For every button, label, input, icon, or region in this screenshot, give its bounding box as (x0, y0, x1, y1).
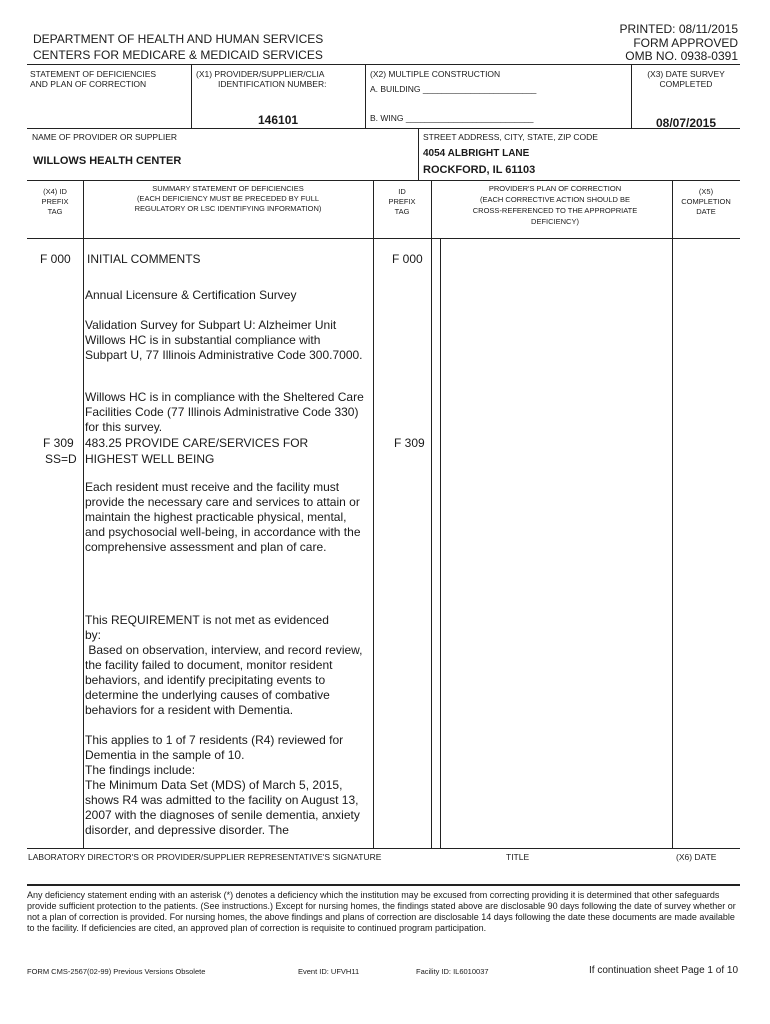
x1-label: IDENTIFICATION NUMBER: (218, 79, 327, 89)
plan-header: PROVIDER'S PLAN OF CORRECTION (488, 184, 622, 193)
column-rule (373, 180, 374, 848)
divider (27, 64, 740, 65)
tag-f000-title: INITIAL COMMENTS (87, 252, 201, 266)
column-rule (83, 180, 84, 848)
sheltered-care-paragraph: Willows HC is in compliance with the Sheltered Care Facilities Code (77 Illinois Administrative Code 330) for this survey. (85, 390, 364, 434)
applies-paragraph: This applies to 1 of 7 residents (R4) reviewed for Dementia in the sample of 10. (85, 733, 344, 762)
building-label: A. BUILDING ________________________ (370, 84, 537, 94)
provider-name-label: NAME OF PROVIDER OR SUPPLIER (32, 132, 177, 142)
x5-header: (X5) (698, 187, 714, 196)
x1-label: (X1) PROVIDER/SUPPLIER/CLIA (196, 69, 325, 79)
wing-label: B. WING ___________________________ (370, 113, 534, 123)
divider (27, 884, 740, 886)
agency-subname: CENTERS FOR MEDICARE & MEDICAID SERVICES (33, 48, 323, 62)
column-rule (672, 180, 673, 848)
plan-tag-f000: F 000 (392, 252, 423, 266)
x4-header: TAG (47, 207, 63, 216)
divider (27, 180, 740, 181)
city-state-zip: ROCKFORD, IL 61103 (423, 164, 536, 176)
street-address: 4054 ALBRIGHT LANE (423, 148, 530, 159)
divider (27, 238, 740, 239)
validation-paragraph: Validation Survey for Subpart U: Alzheimer Unit Willows HC is in substantial compliance with Subpart U, 77 Illinois Administrative Code 300.7000. (85, 318, 363, 362)
survey-date: 08/07/2015 (655, 116, 717, 130)
summary-header: REGULATORY OR LSC IDENTIFYING INFORMATION) (134, 204, 322, 213)
x5-header: COMPLETION (681, 197, 731, 206)
statement-label: AND PLAN OF CORRECTION (30, 79, 147, 89)
column-rule (431, 180, 432, 848)
plan-header: DEFICIENCY) (531, 217, 579, 226)
statement-label: STATEMENT OF DEFICIENCIES (30, 69, 157, 79)
survey-type: Annual Licensure & Certification Survey (85, 288, 297, 302)
divider (418, 128, 419, 180)
divider (191, 64, 192, 128)
divider (27, 128, 740, 129)
plan-header: (EACH CORRECTIVE ACTION SHOULD BE (479, 195, 631, 204)
x2-label: (X2) MULTIPLE CONSTRUCTION (370, 69, 501, 79)
form-id: FORM CMS-2567(02-99) Previous Versions Obsolete (27, 967, 206, 976)
omb-number: OMB NO. 0938-0391 (625, 49, 738, 63)
id-prefix-header: TAG (394, 207, 410, 216)
provider-name: WILLOWS HEALTH CENTER (33, 155, 182, 167)
plan-tag-f309: F 309 (394, 436, 425, 450)
form-approved: FORM APPROVED (633, 36, 738, 50)
tag-f000: F 000 (40, 252, 71, 266)
requirement-line: by: (85, 628, 102, 642)
tag-f309: F 309 (43, 436, 74, 450)
address-label: STREET ADDRESS, CITY, STATE, ZIP CODE (423, 132, 598, 142)
summary-header: SUMMARY STATEMENT OF DEFICIENCIES (152, 184, 304, 193)
x5-header: DATE (696, 207, 716, 216)
findings-paragraph: Based on observation, interview, and record review, the facility failed to document, monitor resident behaviors, and identify precipitating events to determine the underlying causes of combative behaviors for a resident with Dementia. (85, 643, 366, 717)
plan-header: CROSS-REFERENCED TO THE APPROPRIATE (472, 206, 638, 215)
id-prefix-header: PREFIX (388, 197, 416, 206)
requirement-line: This REQUIREMENT is not met as evidenced (85, 613, 329, 627)
signature-label: LABORATORY DIRECTOR'S OR PROVIDER/SUPPLIER REPRESENTATIVE'S SIGNATURE (28, 852, 382, 862)
findings-label: The findings include: (85, 763, 196, 777)
id-prefix-header: ID (398, 187, 406, 196)
x3-label: (X3) DATE SURVEY (647, 69, 725, 79)
tag-f309-title: HIGHEST WELL BEING (85, 452, 215, 466)
printed-date: PRINTED: 08/11/2015 (619, 22, 738, 36)
x4-header: (X4) ID (43, 187, 67, 196)
divider (27, 848, 740, 849)
scope-severity: SS=D (45, 452, 77, 466)
regulation-paragraph: Each resident must receive and the facility must provide the necessary care and services to attain or maintain the highest practicable physical, mental, and psychosocial well-being, in accordance with the comprehensive assessment and plan of care. (85, 480, 361, 554)
summary-header: (EACH DEFICIENCY MUST BE PRECEDED BY FULL (136, 194, 320, 203)
x3-label: COMPLETED (659, 79, 713, 89)
agency-name: DEPARTMENT OF HEALTH AND HUMAN SERVICES (33, 32, 324, 46)
disclaimer: Any deficiency statement ending with an asterisk (*) denotes a deficiency which the institution may be excused from correcting providing it is determined that other safeguards provide sufficient protection to the patients. (See instructions.) Except for nursing homes, the findings stated above are disclosable 90 days following the date of survey whether or not a plan of correction is provided. For nursing homes, the above findings and plans of correction are disclosable 14 days following the date these documents are made available to the facility. If deficiencies are cited, an approved plan of correction is requisite to continued program participation. (27, 890, 736, 933)
title-label: TITLE (506, 852, 530, 862)
mds-paragraph: The Minimum Data Set (MDS) of March 5, 2015, shows R4 was admitted to the facility on August 13, 2007 with the diagnoses of senile dementia, anxiety disorder, and depressive disorder. The (85, 778, 360, 837)
page-number: If continuation sheet Page 1 of 10 (589, 965, 738, 976)
divider (365, 64, 366, 128)
column-rule (440, 238, 441, 848)
facility-id: Facility ID: IL6010037 (416, 967, 489, 976)
date-label: (X6) DATE (676, 852, 717, 862)
tag-f309-title: 483.25 PROVIDE CARE/SERVICES FOR (85, 436, 309, 450)
provider-number: 146101 (258, 113, 299, 127)
event-id: Event ID: UFVH11 (298, 967, 360, 976)
x4-header: PREFIX (41, 197, 69, 206)
